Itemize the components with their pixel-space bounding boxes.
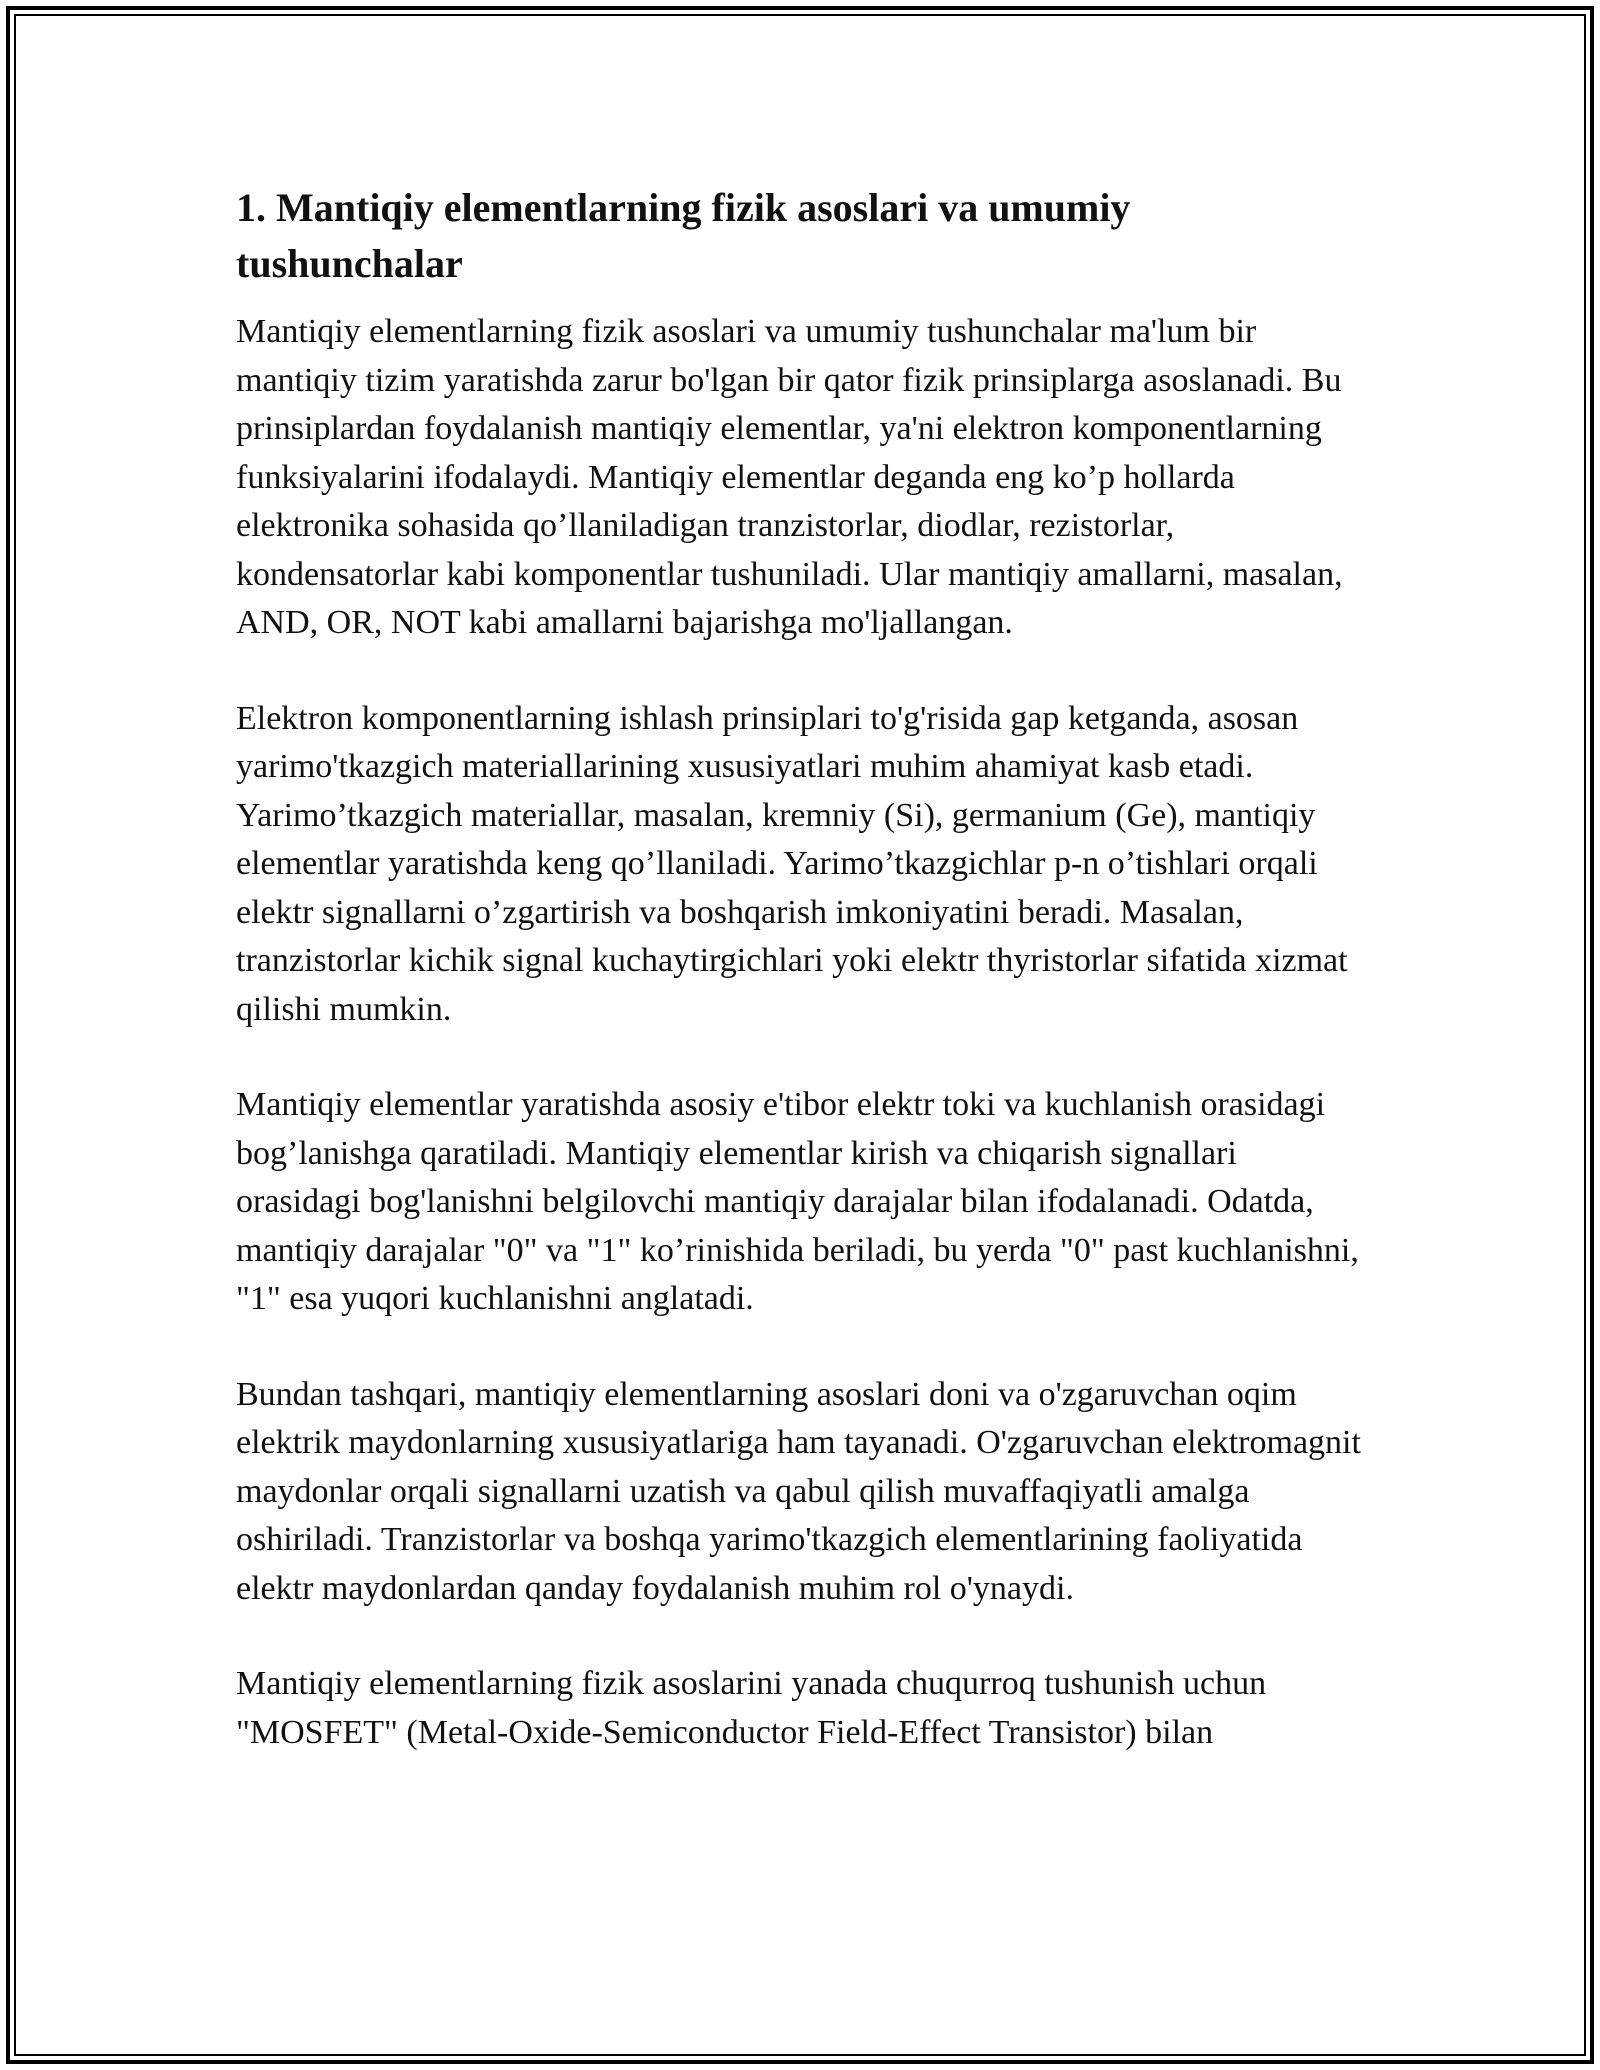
paragraph-4: Bundan tashqari, mantiqiy elementlarning asoslari doni va o'zgaruvchan oqim elektrik maydonlarning xususiyatlariga ham tayanadi. O'zgaruvchan elektromagnit maydonlar orqali signallarni uzatish va qabul qilish muvaffaqiyatli amalga oshiriladi. Tranzistorlar va boshqa yarimo'tkazgich elementlarining faoliyatida elektr maydonlardan qanday foydalanish muhim rol o'ynaydi. <box>236 1375 1361 1607</box>
paragraph-5: Mantiqiy elementlarning fizik asoslarini yanada chuqurroq tushunish uchun "MOSFET" (Metal-Oxide-Semiconductor Field-Effect Transistor) bilan <box>236 1665 1267 1751</box>
paragraph-3: Mantiqiy elementlar yaratishda asosiy e'tibor elektr toki va kuchlanish orasidagi bog’lanishga qaratiladi. Mantiqiy elementlar kirish va chiqarish signallari orasidagi bog'lanishni belgilovchi mantiqiy darajalar bilan ifodalanadi. Odatda, mantiqiy darajalar "0" va "1" ko’rinishida beriladi, bu yerda "0" past kuchlanishni, "1" esa yuqori kuchlanishni anglatadi. <box>236 1086 1359 1317</box>
paragraph-2: Elektron komponentlarning ishlash prinsiplari to'g'risida gap ketganda, asosan yarimo'tkazgich materiallarining xususiyatlari muhim ahamiyat kasb etadi. Yarimo’tkazgich materiallar, masalan, kremniy (Si), germanium (Ge), mantiqiy elementlar yaratishda keng qo’llaniladi. Yarimo’tkazgichlar p-n o’tishlari orqali elektr signallarni o’zgartirish va boshqarish imkoniyatini beradi. Masalan, tranzistorlar kichik signal kuchaytirgichlari yoki elektr thyristorlar sifatida xizmat qilishi mumkin. <box>236 699 1348 1028</box>
paragraph-1: Mantiqiy elementlarning fizik asoslari va umumiy tushunchalar ma'lum bir mantiqiy tizim yaratishda zarur bo'lgan bir qator fizik prinsiplarga asoslanadi. Bu prinsiplardan foydalanish mantiqiy elementlar, ya'ni elektron komponentlarning funksiyalarini ifodalaydi. Mantiqiy elementlar deganda eng ko’p hollarda elektronika sohasida qo’llaniladigan tranzistorlar, diodlar, rezistorlar, kondensatorlar kabi komponentlar tushuniladi. Ular mantiqiy amallarni, masalan, AND, OR, NOT kabi amallarni bajarishga mo'ljallangan. <box>236 313 1343 641</box>
document-body <box>236 180 1366 1804</box>
section-heading: 1. Mantiqiy elementlarning fizik asoslari va umumiy tushunchalar <box>236 185 1131 286</box>
